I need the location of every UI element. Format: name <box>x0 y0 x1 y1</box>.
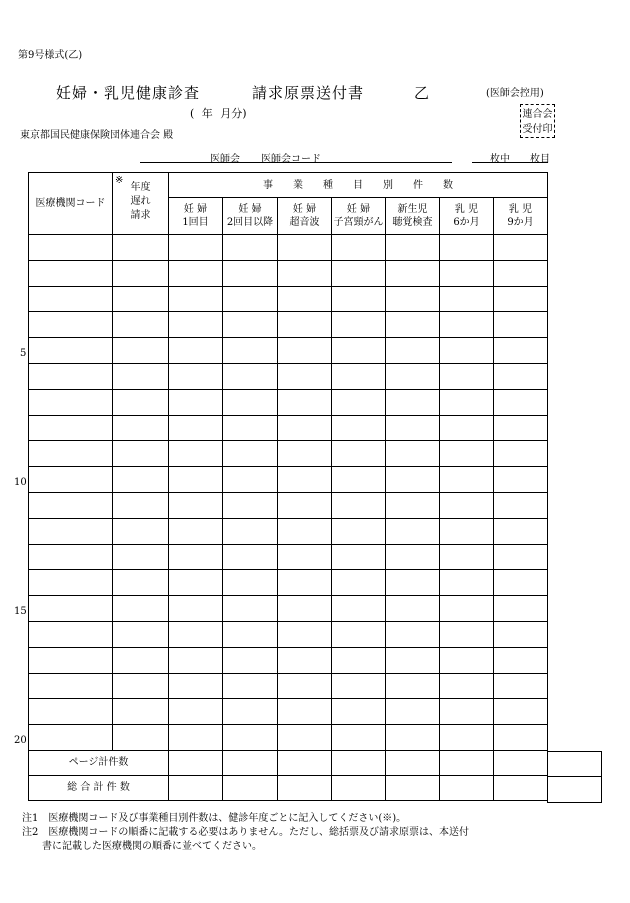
count-cell[interactable] <box>386 441 440 467</box>
stamp-line-1: 連合会 <box>522 109 553 120</box>
count-cell[interactable] <box>494 312 548 338</box>
table-row <box>29 415 548 441</box>
table-row <box>29 621 548 647</box>
late-claim-cell[interactable] <box>113 363 169 389</box>
count-cell[interactable] <box>440 467 494 493</box>
count-cell[interactable] <box>494 596 548 622</box>
count-cell[interactable] <box>332 621 386 647</box>
form-kind: 乙 <box>414 84 430 102</box>
count-cell[interactable] <box>332 312 386 338</box>
count-cell[interactable] <box>223 467 278 493</box>
row-number-marker: 10 <box>14 477 27 489</box>
institution-code-cell[interactable] <box>29 699 113 725</box>
count-cell[interactable] <box>278 363 332 389</box>
total-cell[interactable] <box>278 750 332 775</box>
document-subtitle: 請求原票送付書 <box>252 84 365 102</box>
count-cell[interactable] <box>494 441 548 467</box>
count-cell[interactable] <box>386 363 440 389</box>
late-claim-cell[interactable] <box>113 389 169 415</box>
count-cell[interactable] <box>223 699 278 725</box>
total-cell[interactable] <box>386 775 440 800</box>
late-claim-cell[interactable] <box>113 467 169 493</box>
count-cell[interactable] <box>169 725 223 751</box>
reception-stamp-box <box>520 104 555 138</box>
total-cell[interactable] <box>494 750 548 775</box>
institution-code-cell[interactable] <box>29 235 113 261</box>
institution-code-cell[interactable] <box>29 363 113 389</box>
late-claim-mark: ※ <box>115 175 124 186</box>
total-side-box-divider <box>547 776 601 777</box>
grand-total-row-label: 総 合 計 件 数 <box>29 775 169 800</box>
count-cell[interactable] <box>440 415 494 441</box>
institution-code-cell[interactable] <box>29 544 113 570</box>
late-claim-cell[interactable] <box>113 570 169 596</box>
table-row <box>29 725 548 751</box>
addressee: 東京都国民健康保険団体連合会 殿 <box>20 130 174 141</box>
count-cell[interactable] <box>494 518 548 544</box>
count-cell[interactable] <box>440 312 494 338</box>
count-cell[interactable] <box>494 363 548 389</box>
count-cell[interactable] <box>278 338 332 364</box>
count-cell[interactable] <box>223 647 278 673</box>
count-cell[interactable] <box>223 596 278 622</box>
total-cell[interactable] <box>440 750 494 775</box>
category-column-header: 妊 婦 1回目 <box>169 198 223 235</box>
count-cell[interactable] <box>494 260 548 286</box>
document-title: 妊婦・乳児健康診査 <box>56 84 201 102</box>
count-cell[interactable] <box>440 235 494 261</box>
sheet-label: 枚目 <box>530 154 550 165</box>
table-row <box>29 338 548 364</box>
count-cell[interactable] <box>494 467 548 493</box>
total-cell[interactable] <box>386 750 440 775</box>
institution-code-cell[interactable] <box>29 260 113 286</box>
count-cell[interactable] <box>386 621 440 647</box>
count-cell[interactable] <box>494 673 548 699</box>
count-cell[interactable] <box>494 621 548 647</box>
late-claim-header <box>113 173 169 235</box>
total-cell[interactable] <box>440 775 494 800</box>
count-cell[interactable] <box>332 492 386 518</box>
total-cell[interactable] <box>494 775 548 800</box>
institution-code-cell[interactable] <box>29 312 113 338</box>
count-cell[interactable] <box>223 389 278 415</box>
table-row <box>29 596 548 622</box>
count-cell[interactable] <box>278 725 332 751</box>
count-cell[interactable] <box>332 363 386 389</box>
count-cell[interactable] <box>332 286 386 312</box>
count-cell[interactable] <box>386 570 440 596</box>
count-cell[interactable] <box>278 312 332 338</box>
count-cell[interactable] <box>440 544 494 570</box>
count-cell[interactable] <box>494 235 548 261</box>
late-claim-cell[interactable] <box>113 260 169 286</box>
count-cell[interactable] <box>440 260 494 286</box>
count-cell[interactable] <box>440 518 494 544</box>
count-cell[interactable] <box>332 725 386 751</box>
total-cell[interactable] <box>169 775 223 800</box>
late-claim-cell[interactable] <box>113 235 169 261</box>
count-cell[interactable] <box>169 596 223 622</box>
count-cell[interactable] <box>169 621 223 647</box>
count-cell[interactable] <box>223 544 278 570</box>
institution-code-cell[interactable] <box>29 647 113 673</box>
count-cell[interactable] <box>440 621 494 647</box>
count-cell[interactable] <box>278 415 332 441</box>
total-cell[interactable] <box>278 775 332 800</box>
count-cell[interactable] <box>440 389 494 415</box>
count-cell[interactable] <box>169 441 223 467</box>
table-row <box>29 389 548 415</box>
late-claim-label: 年度 遅れ 請求 <box>130 182 151 221</box>
count-cell[interactable] <box>278 441 332 467</box>
billing-period: ( 年 月分) <box>190 107 247 120</box>
count-cell[interactable] <box>440 596 494 622</box>
count-cell[interactable] <box>494 699 548 725</box>
institution-code-cell[interactable] <box>29 673 113 699</box>
count-cell[interactable] <box>169 338 223 364</box>
late-claim-cell[interactable] <box>113 415 169 441</box>
count-cell[interactable] <box>440 699 494 725</box>
claim-table <box>28 172 548 801</box>
count-cell[interactable] <box>223 415 278 441</box>
count-cell[interactable] <box>278 235 332 261</box>
count-cell[interactable] <box>440 363 494 389</box>
medical-assoc-label: 医師会 <box>210 154 240 165</box>
notes <box>22 812 469 854</box>
table-row <box>29 441 548 467</box>
count-cell[interactable] <box>223 570 278 596</box>
count-cell[interactable] <box>223 363 278 389</box>
row-number-marker: 15 <box>14 606 27 618</box>
count-cell[interactable] <box>332 260 386 286</box>
table-row <box>29 673 548 699</box>
count-cell[interactable] <box>332 518 386 544</box>
count-cell[interactable] <box>386 467 440 493</box>
count-cell[interactable] <box>440 647 494 673</box>
count-cell[interactable] <box>332 699 386 725</box>
table-row <box>29 235 548 261</box>
category-column-header: 妊 婦 2回目以降 <box>223 198 278 235</box>
category-column-header: 乳 児 9か月 <box>494 198 548 235</box>
table-row <box>29 647 548 673</box>
count-cell[interactable] <box>440 441 494 467</box>
institution-code-cell[interactable] <box>29 389 113 415</box>
table-row <box>29 312 548 338</box>
count-cell[interactable] <box>223 673 278 699</box>
count-cell[interactable] <box>169 415 223 441</box>
count-cell[interactable] <box>494 415 548 441</box>
count-cell[interactable] <box>332 467 386 493</box>
count-cell[interactable] <box>440 725 494 751</box>
count-cell[interactable] <box>386 415 440 441</box>
count-cell[interactable] <box>386 492 440 518</box>
count-cell[interactable] <box>169 647 223 673</box>
count-cell[interactable] <box>278 389 332 415</box>
total-cell[interactable] <box>332 775 386 800</box>
count-cell[interactable] <box>386 673 440 699</box>
grand-total-row <box>29 775 548 800</box>
total-cell[interactable] <box>169 750 223 775</box>
count-cell[interactable] <box>386 312 440 338</box>
institution-code-cell[interactable] <box>29 415 113 441</box>
count-cell[interactable] <box>494 492 548 518</box>
count-cell[interactable] <box>494 338 548 364</box>
count-cell[interactable] <box>440 492 494 518</box>
table-row <box>29 492 548 518</box>
category-column-header: 妊 婦 子宮頸がん <box>332 198 386 235</box>
count-cell[interactable] <box>223 286 278 312</box>
category-column-header: 妊 婦 超音波 <box>278 198 332 235</box>
institution-code-cell[interactable] <box>29 286 113 312</box>
count-cell[interactable] <box>386 389 440 415</box>
page-total-row <box>29 750 548 775</box>
count-cell[interactable] <box>278 544 332 570</box>
count-cell[interactable] <box>278 467 332 493</box>
count-cell[interactable] <box>169 699 223 725</box>
late-claim-cell[interactable] <box>113 673 169 699</box>
count-cell[interactable] <box>169 492 223 518</box>
late-claim-cell[interactable] <box>113 492 169 518</box>
institution-code-cell[interactable] <box>29 725 113 751</box>
count-cell[interactable] <box>440 286 494 312</box>
institution-code-cell[interactable] <box>29 492 113 518</box>
table-row <box>29 467 548 493</box>
count-cell[interactable] <box>278 621 332 647</box>
count-cell[interactable] <box>440 338 494 364</box>
count-cell[interactable] <box>386 338 440 364</box>
count-cell[interactable] <box>278 286 332 312</box>
late-claim-cell[interactable] <box>113 286 169 312</box>
count-cell[interactable] <box>332 389 386 415</box>
note-2: 注2 医療機関コードの順番に記載する必要はありません。ただし、総括票及び請求原票は、本送付 <box>22 827 469 838</box>
count-cell[interactable] <box>169 518 223 544</box>
table-row <box>29 260 548 286</box>
category-column-header: 新生児 聴覚検査 <box>386 198 440 235</box>
late-claim-cell[interactable] <box>113 518 169 544</box>
medical-assoc-code-label: 医師会コード <box>261 154 321 165</box>
count-cell[interactable] <box>169 467 223 493</box>
institution-code-cell[interactable] <box>29 570 113 596</box>
count-cell[interactable] <box>386 544 440 570</box>
count-cell[interactable] <box>278 673 332 699</box>
count-cell[interactable] <box>169 570 223 596</box>
late-claim-cell[interactable] <box>113 544 169 570</box>
count-cell[interactable] <box>278 260 332 286</box>
count-cell[interactable] <box>223 338 278 364</box>
category-column-header: 乳 児 6か月 <box>440 198 494 235</box>
count-cell[interactable] <box>223 235 278 261</box>
count-cell[interactable] <box>332 415 386 441</box>
table-row <box>29 363 548 389</box>
row-number-marker: 20 <box>14 735 27 747</box>
count-cell[interactable] <box>278 647 332 673</box>
institution-code-cell[interactable] <box>29 467 113 493</box>
count-cell[interactable] <box>223 312 278 338</box>
late-claim-cell[interactable] <box>113 312 169 338</box>
table-row <box>29 286 548 312</box>
count-cell[interactable] <box>169 286 223 312</box>
late-claim-cell[interactable] <box>113 441 169 467</box>
institution-code-cell[interactable] <box>29 518 113 544</box>
table-row <box>29 518 548 544</box>
count-cell[interactable] <box>169 389 223 415</box>
count-cell[interactable] <box>169 673 223 699</box>
count-cell[interactable] <box>278 518 332 544</box>
count-cell[interactable] <box>332 673 386 699</box>
institution-code-header: 医療機関コード <box>29 173 113 235</box>
institution-code-cell[interactable] <box>29 441 113 467</box>
late-claim-cell[interactable] <box>113 699 169 725</box>
table-row <box>29 544 548 570</box>
late-claim-cell[interactable] <box>113 621 169 647</box>
count-cell[interactable] <box>332 570 386 596</box>
count-cell[interactable] <box>169 260 223 286</box>
count-cell[interactable] <box>223 518 278 544</box>
form-number: 第9号様式(乙) <box>18 50 83 61</box>
count-cell[interactable] <box>169 312 223 338</box>
total-side-box <box>547 751 602 803</box>
count-cell[interactable] <box>494 286 548 312</box>
count-cell[interactable] <box>332 544 386 570</box>
sheet-of-label: 枚中 <box>490 154 510 165</box>
late-claim-cell[interactable] <box>113 725 169 751</box>
count-cell[interactable] <box>494 647 548 673</box>
count-cell[interactable] <box>386 518 440 544</box>
count-cell[interactable] <box>440 673 494 699</box>
count-cell[interactable] <box>332 647 386 673</box>
count-cell[interactable] <box>169 235 223 261</box>
count-cell[interactable] <box>440 570 494 596</box>
count-cell[interactable] <box>386 596 440 622</box>
count-cell[interactable] <box>278 492 332 518</box>
row-number-marker: 5 <box>20 348 27 360</box>
late-claim-cell[interactable] <box>113 338 169 364</box>
count-cell[interactable] <box>494 389 548 415</box>
table-row <box>29 570 548 596</box>
category-group-header: 事 業 種 目 別 件 数 <box>169 173 548 198</box>
count-cell[interactable] <box>386 647 440 673</box>
late-claim-cell[interactable] <box>113 647 169 673</box>
count-cell[interactable] <box>332 596 386 622</box>
total-cell[interactable] <box>223 775 278 800</box>
page-total-row-label: ページ計件数 <box>29 750 169 775</box>
count-cell[interactable] <box>223 441 278 467</box>
note-1: 注1 医療機関コード及び事業種目別件数は、健診年度ごとに記入してください(※)。 <box>22 813 407 824</box>
count-cell[interactable] <box>332 235 386 261</box>
count-cell[interactable] <box>169 544 223 570</box>
institution-code-cell[interactable] <box>29 596 113 622</box>
count-cell[interactable] <box>223 725 278 751</box>
count-cell[interactable] <box>223 260 278 286</box>
count-cell[interactable] <box>223 621 278 647</box>
count-cell[interactable] <box>223 492 278 518</box>
total-cell[interactable] <box>332 750 386 775</box>
count-cell[interactable] <box>494 725 548 751</box>
count-cell[interactable] <box>278 596 332 622</box>
stamp-line-2: 受付印 <box>522 124 553 135</box>
late-claim-cell[interactable] <box>113 596 169 622</box>
count-cell[interactable] <box>386 286 440 312</box>
count-cell[interactable] <box>169 363 223 389</box>
institution-code-cell[interactable] <box>29 338 113 364</box>
count-cell[interactable] <box>332 441 386 467</box>
usage-note: (医師会控用) <box>486 88 544 99</box>
table-row <box>29 699 548 725</box>
institution-code-cell[interactable] <box>29 621 113 647</box>
note-2-continued: 書に記載した医療機関の順番に並べてください。 <box>22 841 262 852</box>
count-cell[interactable] <box>278 699 332 725</box>
count-cell[interactable] <box>494 544 548 570</box>
count-cell[interactable] <box>386 260 440 286</box>
total-cell[interactable] <box>223 750 278 775</box>
count-cell[interactable] <box>494 570 548 596</box>
count-cell[interactable] <box>332 338 386 364</box>
count-cell[interactable] <box>278 570 332 596</box>
count-cell[interactable] <box>386 235 440 261</box>
count-cell[interactable] <box>386 725 440 751</box>
count-cell[interactable] <box>386 699 440 725</box>
